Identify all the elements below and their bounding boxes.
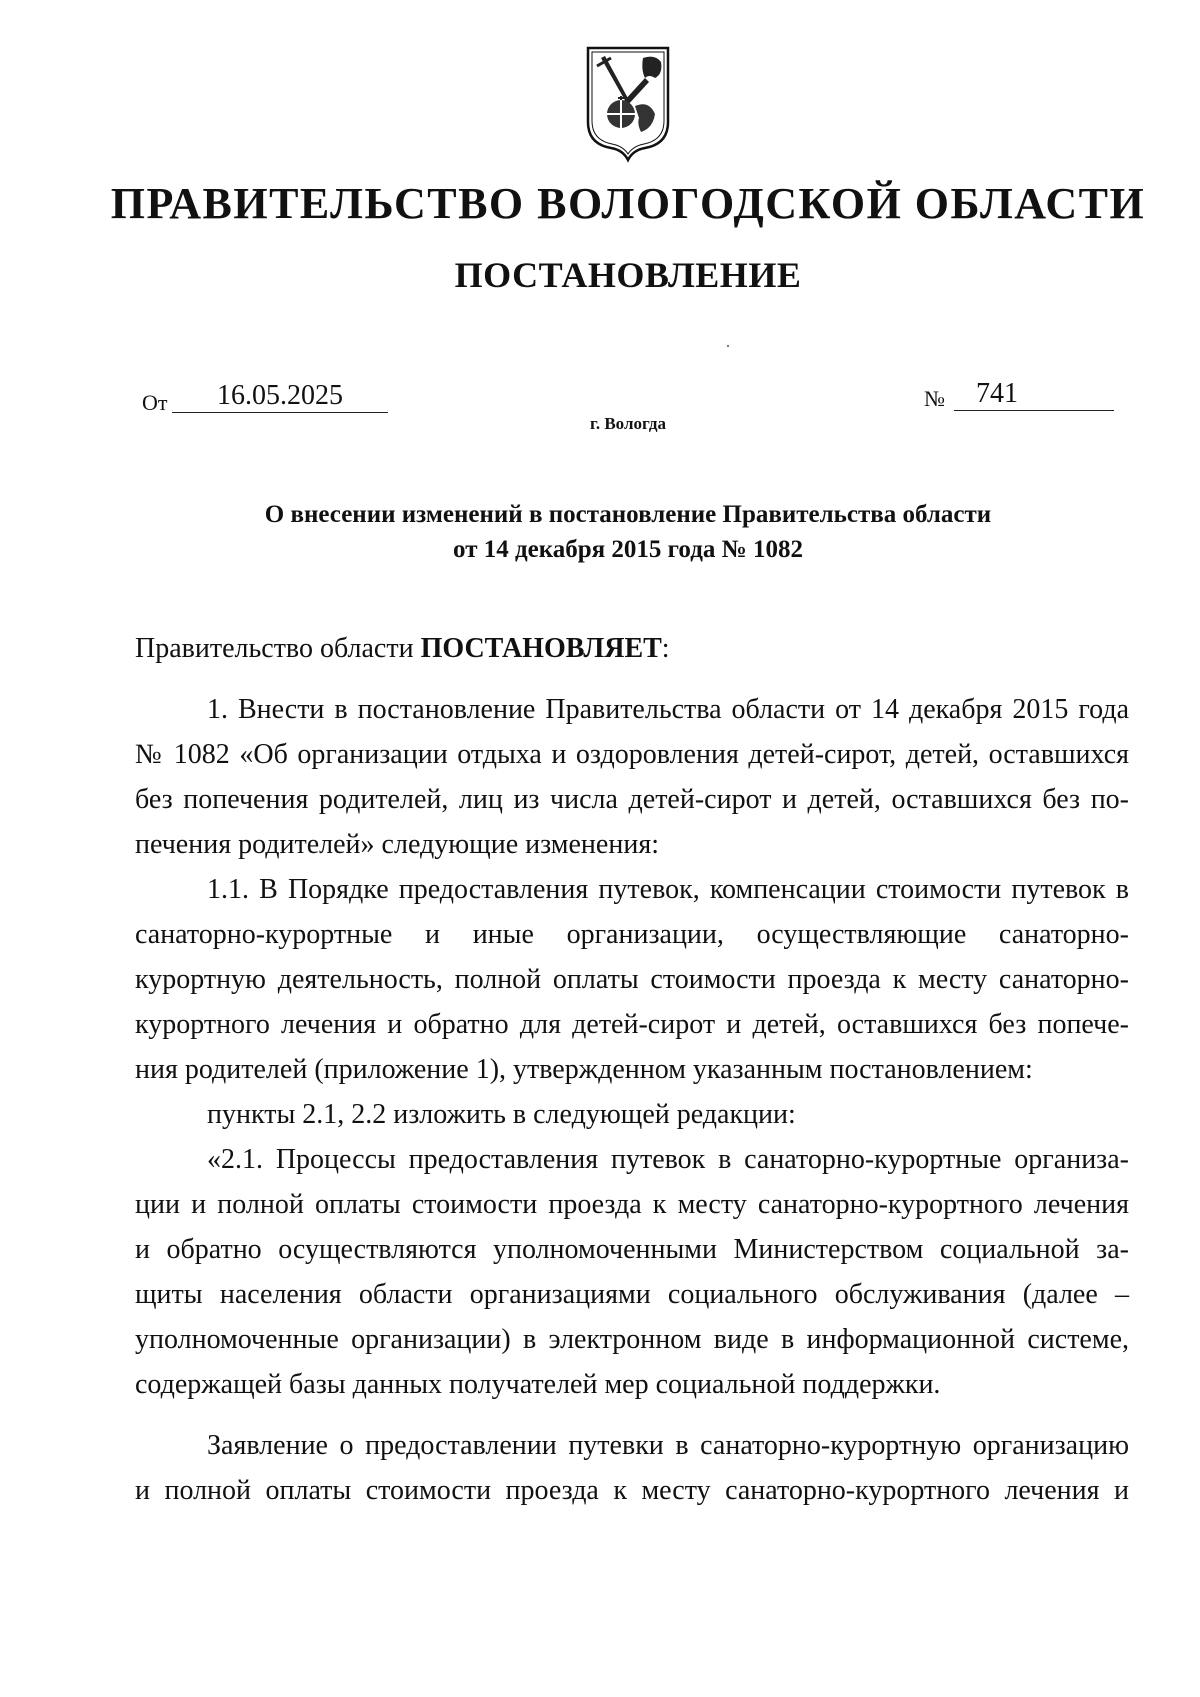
document-type: ПОСТАНОВЛЕНИЕ <box>454 255 802 295</box>
line: санаторно-курортные и иные организации, осуществляющие санаторно- <box>135 919 1129 950</box>
spacer <box>135 671 1129 687</box>
subject-line: от 14 декабря 2015 года № 1082 <box>453 536 803 563</box>
line: ции и полной оплаты стоимости проезда к месту санаторно-курортного лечения <box>135 1189 1129 1220</box>
line: содержащей базы данных получателей мер социальной поддержки. <box>135 1369 941 1400</box>
line: 1.1. В Порядке предоставления путевок, компенсации стоимости путевок в <box>207 874 1129 905</box>
government-title: ПРАВИТЕЛЬСТВО ВОЛОГОДСКОЙ ОБЛАСТИ <box>110 179 1146 228</box>
line: пункты 2.1, 2.2 изложить в следующей редакции: <box>207 1099 796 1130</box>
paragraph-2-1 <box>135 1137 1129 1407</box>
paragraph-application <box>135 1423 1129 1513</box>
preamble-text: Правительство области <box>135 633 421 664</box>
line: курортную деятельность, полной оплаты стоимости проезда к месту санаторно- <box>135 964 1129 995</box>
line: Заявление о предоставлении путевки в санаторно-курортную организацию <box>207 1430 1129 1461</box>
document-body <box>135 626 1129 1513</box>
line: щиты населения области организациями социального обслуживания (далее – <box>135 1279 1129 1310</box>
document-number: 741 <box>954 378 1114 411</box>
line: и полной оплаты стоимости проезда к месту санаторно-курортного лечения и <box>135 1475 1129 1506</box>
line: и обратно осуществляются уполномоченными Министерством социальной за- <box>135 1234 1129 1265</box>
line: ния родителей (приложение 1), утвержденном указанным постановлением: <box>135 1054 1033 1085</box>
line: курортного лечения и обратно для детей-сирот и детей, оставшихся без попече- <box>135 1009 1129 1040</box>
number-prefix: № <box>924 386 945 411</box>
line: «2.1. Процессы предоставления путевок в санаторно-курортные организа- <box>207 1144 1129 1175</box>
paragraph-1 <box>135 687 1129 867</box>
document-date: 16.05.2025 <box>172 380 388 413</box>
spacer <box>135 1407 1129 1423</box>
date-prefix: От <box>142 390 168 415</box>
city: г. Вологда <box>590 414 666 433</box>
line: 1. Внести в постановление Правительства области от 14 декабря 2015 года <box>207 694 1129 725</box>
paragraph-points <box>135 1092 1129 1137</box>
subject-line: О внесении изменений в постановление Правительства области <box>264 501 992 528</box>
document-subject <box>0 497 1200 567</box>
line: уполномоченные организации) в электронном виде в информационной системе, <box>135 1324 1129 1355</box>
preamble <box>135 626 1129 671</box>
paragraph-1-1 <box>135 867 1129 1092</box>
scan-speck <box>727 345 729 347</box>
line: без попечения родителей, лиц из числа детей-сирот и детей, оставшихся без по- <box>135 784 1129 815</box>
preamble-end: : <box>661 633 670 664</box>
vologda-coat-of-arms-icon <box>583 44 673 164</box>
line: № 1082 «Об организации отдыха и оздоровления детей-сирот, детей, оставшихся <box>135 739 1129 770</box>
preamble-bold: ПОСТАНОВЛЯЕТ <box>420 633 662 664</box>
line: печения родителей» следующие изменения: <box>135 829 659 860</box>
